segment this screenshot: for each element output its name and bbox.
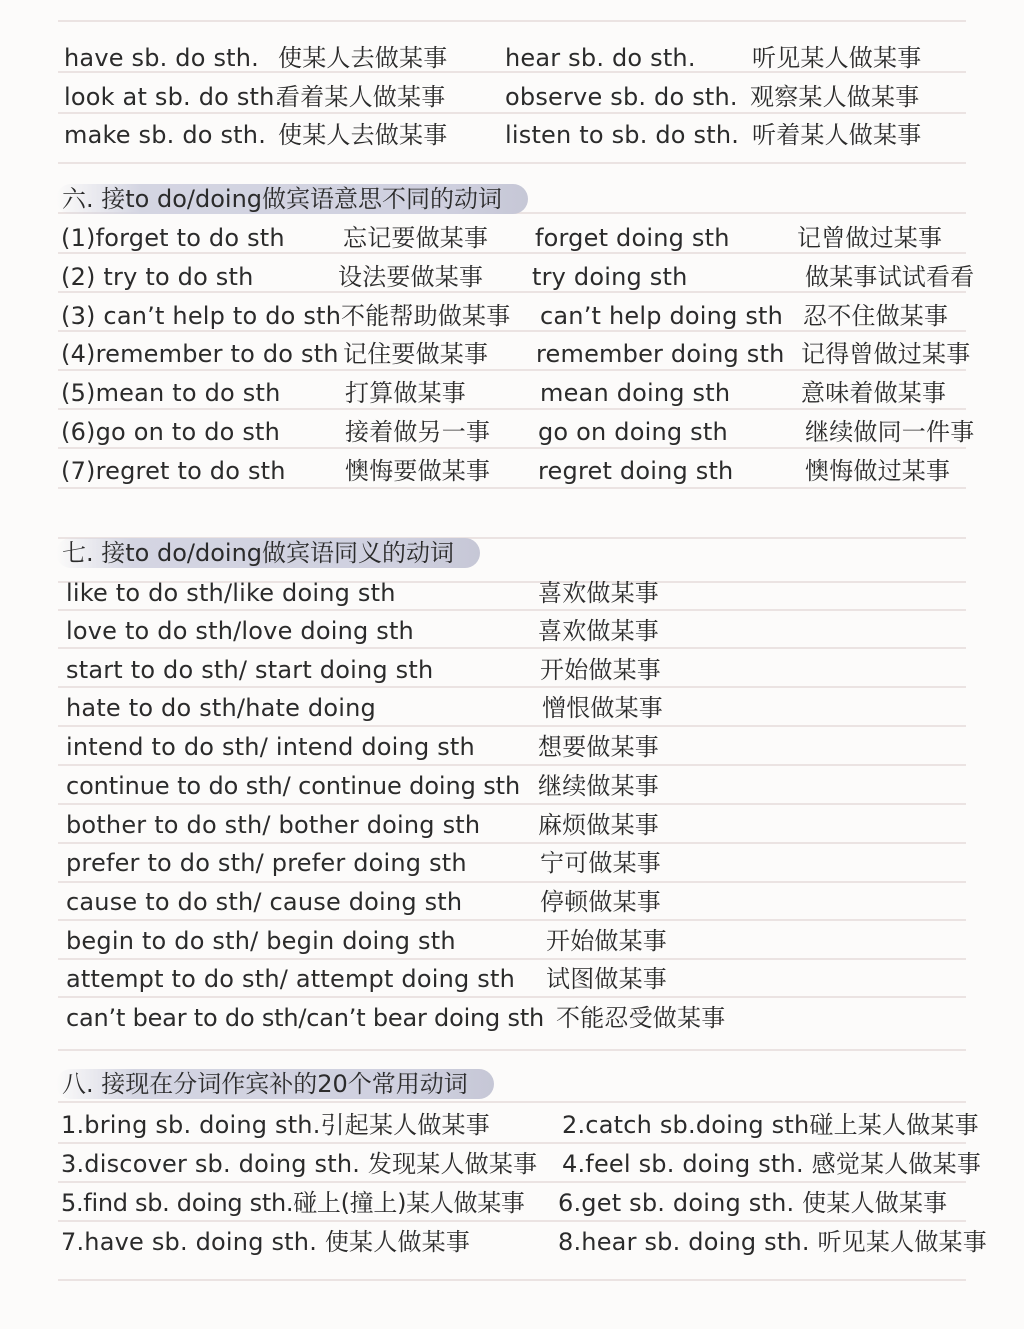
row-en-1: (3) can’t help to do sth (61, 302, 342, 330)
ruled-line (58, 686, 966, 688)
row-en-2: go on doing sth (538, 418, 728, 446)
list-item-cn: 宁可做某事 (540, 849, 661, 877)
row-cn-1: 不能帮助做某事 (341, 302, 511, 330)
row-cn-1: 忘记要做某事 (343, 224, 489, 252)
list-item-cn: 麻烦做某事 (538, 811, 659, 839)
list-item-cn: 试图做某事 (546, 965, 667, 993)
row-en-1: (2) try to do sth (61, 263, 254, 291)
ruled-line (58, 647, 966, 649)
ruled-line (58, 1142, 966, 1144)
row-en-2: remember doing sth (536, 340, 785, 368)
ruled-line (58, 1049, 966, 1051)
ruled-line (58, 842, 966, 844)
row-en-2: can’t help doing sth (540, 302, 784, 330)
row-cn-2: 做某事试试看看 (805, 263, 975, 291)
list-item-cn: 喜欢做某事 (538, 579, 659, 607)
row-cn-2: 记得曾做过某事 (801, 340, 971, 368)
row-en-2: try doing sth (532, 263, 688, 291)
row-en-2: forget doing sth (535, 224, 730, 252)
row-cn-1: 记住要做某事 (343, 340, 489, 368)
ruled-line (58, 1101, 966, 1103)
row-cn-1: 看着某人做某事 (276, 83, 446, 111)
section-6-heading: 六. 接to do/doing做宾语意思不同的动词 (56, 184, 528, 214)
section-8-heading: 八. 接现在分词作宾补的20个常用动词 (56, 1069, 494, 1099)
list-item: 7.have sb. doing sth. 使某人做某事 (61, 1228, 471, 1256)
row-en-2: regret doing sth (538, 457, 734, 485)
list-item-cn: 停顿做某事 (540, 888, 661, 916)
ruled-line (58, 803, 966, 805)
row-en-2: listen to sb. do sth. (505, 121, 740, 149)
row-en-1: (7)regret to do sth (61, 457, 286, 485)
list-item-en: can’t bear to do sth/can’t bear doing sth (66, 1004, 545, 1032)
row-cn-2: 观察某人做某事 (750, 83, 920, 111)
ruled-line (58, 20, 966, 22)
list-item-en: attempt to do sth/ attempt doing sth (66, 965, 515, 993)
ruled-line (58, 919, 966, 921)
list-item-cn: 喜欢做某事 (538, 617, 659, 645)
row-cn-1: 使某人去做某事 (278, 44, 448, 72)
list-item: 8.hear sb. doing sth. 听见某人做某事 (558, 1228, 987, 1256)
ruled-line (58, 881, 966, 883)
list-item-en: intend to do sth/ intend doing sth (66, 733, 475, 761)
list-item-en: bother to do sth/ bother doing sth (66, 811, 481, 839)
list-item-en: like to do sth/like doing sth (66, 579, 396, 607)
ruled-line (58, 112, 966, 114)
ruled-line (58, 408, 966, 410)
list-item-en: cause to do sth/ cause doing sth (66, 888, 463, 916)
row-en-1: make sb. do sth. (64, 121, 267, 149)
list-item: 4.feel sb. doing sth. 感觉某人做某事 (562, 1150, 982, 1178)
row-en-1: (6)go on to do sth (61, 418, 281, 446)
row-cn-2: 听着某人做某事 (752, 121, 922, 149)
ruled-line (58, 958, 966, 960)
row-en-2: observe sb. do sth. (505, 83, 738, 111)
row-en-1: have sb. do sth. (64, 44, 260, 72)
list-item: 1.bring sb. doing sth.引起某人做某事 (61, 1111, 490, 1139)
ruled-line (58, 996, 966, 998)
list-item-cn: 想要做某事 (538, 733, 659, 761)
list-item-en: start to do sth/ start doing sth (66, 656, 434, 684)
list-item-cn: 开始做某事 (540, 656, 661, 684)
list-item-cn: 憎恨做某事 (542, 694, 663, 722)
ruled-line (58, 725, 966, 727)
list-item: 6.get sb. doing sth. 使某人做某事 (558, 1189, 948, 1217)
row-cn-2: 忍不住做某事 (803, 302, 949, 330)
ruled-line (58, 1181, 966, 1183)
ruled-line (58, 162, 966, 164)
row-en-1: (1)forget to do sth (61, 224, 285, 252)
row-en-1: (5)mean to do sth (61, 379, 281, 407)
list-item-cn: 开始做某事 (546, 927, 667, 955)
section-7-heading: 七. 接to do/doing做宾语同义的动词 (56, 538, 480, 568)
list-item-en: hate to do sth/hate doing (66, 694, 376, 722)
list-item-en: continue to do sth/ continue doing sth (66, 772, 521, 800)
row-cn-1: 接着做另一事 (345, 418, 491, 446)
ruled-line (58, 764, 966, 766)
row-cn-1: 打算做某事 (345, 379, 466, 407)
row-cn-2: 听见某人做某事 (752, 44, 922, 72)
ruled-line (58, 1279, 966, 1281)
row-en-1: look at sb. do sth. (64, 83, 283, 111)
row-en-2: mean doing sth (540, 379, 731, 407)
row-en-1: (4)remember to do sth (61, 340, 339, 368)
list-item-en: prefer to do sth/ prefer doing sth (66, 849, 467, 877)
row-cn-1: 使某人去做某事 (278, 121, 448, 149)
ruled-line (58, 609, 966, 611)
list-item: 2.catch sb.doing sth碰上某人做某事 (562, 1111, 979, 1139)
ruled-line (58, 487, 966, 489)
list-item-en: love to do sth/love doing sth (66, 617, 414, 645)
list-item-cn: 不能忍受做某事 (556, 1004, 726, 1032)
ruled-line (58, 369, 966, 371)
row-cn-2: 记曾做过某事 (797, 224, 943, 252)
ruled-line (58, 1220, 966, 1222)
row-cn-2: 继续做同一件事 (805, 418, 975, 446)
list-item-cn: 继续做某事 (538, 772, 659, 800)
row-en-2: hear sb. do sth. (505, 44, 696, 72)
row-cn-2: 意味着做某事 (801, 379, 947, 407)
row-cn-1: 设法要做某事 (338, 263, 484, 291)
list-item: 5.find sb. doing sth.碰上(撞上)某人做某事 (61, 1189, 525, 1217)
list-item: 3.discover sb. doing sth. 发现某人做某事 (61, 1150, 538, 1178)
row-cn-2: 懊悔做过某事 (805, 457, 951, 485)
ruled-line (58, 447, 966, 449)
row-cn-1: 懊悔要做某事 (345, 457, 491, 485)
list-item-en: begin to do sth/ begin doing sth (66, 927, 456, 955)
